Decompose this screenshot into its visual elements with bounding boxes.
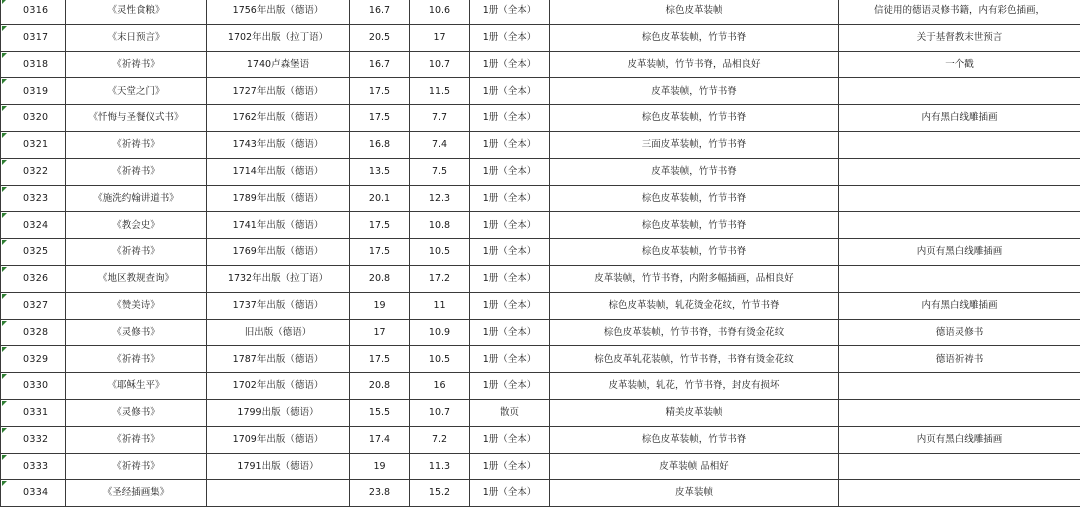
width-cell[interactable]: 10.7 [410, 51, 470, 78]
catalog-number-cell[interactable]: 0330 [1, 373, 66, 400]
note-cell[interactable] [839, 453, 1080, 480]
binding-cell[interactable]: 棕色皮革装帧，竹节书脊 [550, 105, 839, 132]
binding-cell[interactable]: 皮革装帧，竹节书脊 [550, 158, 839, 185]
note-cell[interactable]: 关于基督教末世预言 [839, 24, 1080, 51]
edition-cell[interactable]: 1740卢森堡语 [207, 51, 350, 78]
table-row [1, 453, 1080, 480]
binding-cell[interactable]: 棕色皮革装帧，轧花烫金花纹，竹节书脊 [550, 292, 839, 319]
note-cell[interactable] [839, 399, 1080, 426]
binding-cell[interactable]: 皮革装帧，轧花，竹节书脊，封皮有损坏 [550, 373, 839, 400]
height-cell[interactable]: 20.8 [350, 265, 410, 292]
volumes-cell[interactable]: 1册（全本） [470, 0, 550, 24]
table-row [1, 319, 1080, 346]
catalog-number-cell[interactable]: 0333 [1, 453, 66, 480]
edition-cell[interactable]: 1709年出版（德语） [207, 426, 350, 453]
height-cell[interactable]: 17.5 [350, 239, 410, 266]
binding-cell[interactable]: 棕色皮革轧花装帧，竹节书脊，书脊有烫金花纹 [550, 346, 839, 373]
book-title-cell[interactable]: 《天堂之门》 [66, 78, 207, 105]
catalog-number-cell[interactable]: 0328 [1, 319, 66, 346]
height-cell[interactable]: 17.5 [350, 78, 410, 105]
height-cell[interactable]: 15.5 [350, 399, 410, 426]
book-title-cell[interactable]: 《教会史》 [66, 212, 207, 239]
catalog-number-cell[interactable]: 0327 [1, 292, 66, 319]
binding-cell[interactable]: 棕色皮革装帧，竹节书脊 [550, 185, 839, 212]
width-cell[interactable]: 17.2 [410, 265, 470, 292]
edition-cell[interactable]: 1737年出版（德语） [207, 292, 350, 319]
height-cell[interactable]: 17 [350, 319, 410, 346]
width-cell[interactable]: 17 [410, 24, 470, 51]
book-title-cell[interactable]: 《灵性食粮》 [66, 0, 207, 24]
width-cell[interactable]: 10.5 [410, 239, 470, 266]
volumes-cell[interactable]: 1册（全本） [470, 480, 550, 507]
edition-cell[interactable]: 1727年出版（德语） [207, 78, 350, 105]
table-row [1, 24, 1080, 51]
width-cell[interactable]: 10.9 [410, 319, 470, 346]
edition-cell[interactable]: 1762年出版（德语） [207, 105, 350, 132]
catalog-number-cell[interactable]: 0319 [1, 78, 66, 105]
width-cell[interactable]: 7.5 [410, 158, 470, 185]
note-cell[interactable] [839, 265, 1080, 292]
catalog-number-cell[interactable]: 0323 [1, 185, 66, 212]
binding-cell[interactable]: 皮革装帧，竹节书脊 [550, 78, 839, 105]
table-row [1, 131, 1080, 158]
volumes-cell[interactable]: 1册（全本） [470, 51, 550, 78]
note-cell[interactable] [839, 373, 1080, 400]
height-cell[interactable]: 19 [350, 453, 410, 480]
volumes-cell[interactable]: 1册（全本） [470, 265, 550, 292]
catalog-number-cell[interactable]: 0316 [1, 0, 66, 24]
table-row [1, 51, 1080, 78]
binding-cell[interactable]: 棕色皮革装帧，竹节书脊 [550, 212, 839, 239]
width-cell[interactable]: 11.5 [410, 78, 470, 105]
table-row [1, 346, 1080, 373]
volumes-cell[interactable]: 1册（全本） [470, 131, 550, 158]
book-title-cell[interactable]: 《施洗约翰讲道书》 [66, 185, 207, 212]
edition-cell[interactable] [207, 480, 350, 507]
book-title-cell[interactable]: 《灵修书》 [66, 399, 207, 426]
height-cell[interactable]: 13.5 [350, 158, 410, 185]
width-cell[interactable]: 7.4 [410, 131, 470, 158]
table-row [1, 78, 1080, 105]
width-cell[interactable]: 12.3 [410, 185, 470, 212]
note-cell[interactable] [839, 185, 1080, 212]
edition-cell[interactable]: 1714年出版（德语） [207, 158, 350, 185]
volumes-cell[interactable]: 1册（全本） [470, 78, 550, 105]
note-cell[interactable] [839, 212, 1080, 239]
catalog-number-cell[interactable]: 0329 [1, 346, 66, 373]
height-cell[interactable]: 23.8 [350, 480, 410, 507]
volumes-cell[interactable]: 散页 [470, 399, 550, 426]
book-title-cell[interactable]: 《赞美诗》 [66, 292, 207, 319]
note-cell[interactable]: 德语灵修书 [839, 319, 1080, 346]
table-row [1, 399, 1080, 426]
catalog-number-cell[interactable]: 0325 [1, 239, 66, 266]
edition-cell[interactable]: 1799出版（德语） [207, 399, 350, 426]
table-row [1, 265, 1080, 292]
book-title-cell[interactable]: 《地区教规查询》 [66, 265, 207, 292]
binding-cell[interactable]: 精美皮革装帧 [550, 399, 839, 426]
table-row [1, 158, 1080, 185]
catalog-number-cell[interactable]: 0334 [1, 480, 66, 507]
binding-cell[interactable]: 三面皮革装帧，竹节书脊 [550, 131, 839, 158]
book-title-cell[interactable]: 《末日预言》 [66, 24, 207, 51]
catalog-number-cell[interactable]: 0331 [1, 399, 66, 426]
edition-cell[interactable]: 1787年出版（德语） [207, 346, 350, 373]
book-title-cell[interactable]: 《祈祷书》 [66, 239, 207, 266]
book-title-cell[interactable]: 《祈祷书》 [66, 453, 207, 480]
volumes-cell[interactable]: 1册（全本） [470, 346, 550, 373]
book-title-cell[interactable]: 《祈祷书》 [66, 158, 207, 185]
table-row [1, 480, 1080, 507]
edition-cell[interactable]: 1769年出版（德语） [207, 239, 350, 266]
note-cell[interactable] [839, 158, 1080, 185]
book-title-cell[interactable]: 《圣经插画集》 [66, 480, 207, 507]
binding-cell[interactable]: 皮革装帧，竹节书脊，内附多幅插画，品相良好 [550, 265, 839, 292]
note-cell[interactable]: 一个戳 [839, 51, 1080, 78]
table-row [1, 239, 1080, 266]
book-title-cell[interactable]: 《灵修书》 [66, 319, 207, 346]
edition-cell[interactable]: 1743年出版（德语） [207, 131, 350, 158]
book-title-cell[interactable]: 《祈祷书》 [66, 346, 207, 373]
binding-cell[interactable]: 棕色皮革装帧 [550, 0, 839, 24]
width-cell[interactable]: 10.8 [410, 212, 470, 239]
note-cell[interactable] [839, 78, 1080, 105]
width-cell[interactable]: 10.6 [410, 0, 470, 24]
width-cell[interactable]: 11.3 [410, 453, 470, 480]
binding-cell[interactable]: 皮革装帧，竹节书脊，品相良好 [550, 51, 839, 78]
volumes-cell[interactable]: 1册（全本） [470, 426, 550, 453]
edition-cell[interactable]: 1789年出版（德语） [207, 185, 350, 212]
binding-cell[interactable]: 棕色皮革装帧，竹节书脊，书脊有烫金花纹 [550, 319, 839, 346]
height-cell[interactable]: 20.5 [350, 24, 410, 51]
edition-cell[interactable]: 旧出版（德语） [207, 319, 350, 346]
catalog-number-cell[interactable]: 0317 [1, 24, 66, 51]
edition-cell[interactable]: 1702年出版（德语） [207, 373, 350, 400]
table-row [1, 0, 1080, 24]
catalog-number-cell[interactable]: 0320 [1, 105, 66, 132]
binding-cell[interactable]: 皮革装帧 [550, 480, 839, 507]
table-row [1, 185, 1080, 212]
height-cell[interactable]: 19 [350, 292, 410, 319]
catalog-number-cell[interactable]: 0322 [1, 158, 66, 185]
height-cell[interactable]: 17.4 [350, 426, 410, 453]
note-cell[interactable] [839, 131, 1080, 158]
edition-cell[interactable]: 1791出版（德语） [207, 453, 350, 480]
table-row [1, 292, 1080, 319]
book-title-cell[interactable]: 《耶稣生平》 [66, 373, 207, 400]
width-cell[interactable]: 15.2 [410, 480, 470, 507]
table-row [1, 373, 1080, 400]
note-cell[interactable]: 内有黑白线雕插画 [839, 292, 1080, 319]
note-cell[interactable]: 内页有黑白线雕插画 [839, 426, 1080, 453]
height-cell[interactable]: 17.5 [350, 105, 410, 132]
volumes-cell[interactable]: 1册（全本） [470, 158, 550, 185]
volumes-cell[interactable]: 1册（全本） [470, 24, 550, 51]
height-cell[interactable]: 16.7 [350, 51, 410, 78]
edition-cell[interactable]: 1702年出版（拉丁语） [207, 24, 350, 51]
catalog-number-cell[interactable]: 0326 [1, 265, 66, 292]
note-cell[interactable]: 信徒用的德语灵修书籍，内有彩色插画， [839, 0, 1080, 24]
width-cell[interactable]: 10.5 [410, 346, 470, 373]
height-cell[interactable]: 16.7 [350, 0, 410, 24]
book-title-cell[interactable]: 《忏悔与圣餐仪式书》 [66, 105, 207, 132]
edition-cell[interactable]: 1741年出版（德语） [207, 212, 350, 239]
note-cell[interactable]: 内页有黑白线雕插画 [839, 239, 1080, 266]
height-cell[interactable]: 16.8 [350, 131, 410, 158]
note-cell[interactable]: 内有黑白线雕插画 [839, 105, 1080, 132]
volumes-cell[interactable]: 1册（全本） [470, 319, 550, 346]
note-cell[interactable]: 德语祈祷书 [839, 346, 1080, 373]
edition-cell[interactable]: 1756年出版（德语） [207, 0, 350, 24]
binding-cell[interactable]: 棕色皮革装帧，竹节书脊 [550, 426, 839, 453]
catalog-number-cell[interactable]: 0321 [1, 131, 66, 158]
height-cell[interactable]: 17.5 [350, 346, 410, 373]
volumes-cell[interactable]: 1册（全本） [470, 239, 550, 266]
height-cell[interactable]: 17.5 [350, 212, 410, 239]
note-cell[interactable] [839, 480, 1080, 507]
volumes-cell[interactable]: 1册（全本） [470, 212, 550, 239]
width-cell[interactable]: 7.2 [410, 426, 470, 453]
catalog-number-cell[interactable]: 0332 [1, 426, 66, 453]
width-cell[interactable]: 11 [410, 292, 470, 319]
table-row [1, 212, 1080, 239]
edition-cell[interactable]: 1732年出版（拉丁语） [207, 265, 350, 292]
table-row [1, 426, 1080, 453]
width-cell[interactable]: 7.7 [410, 105, 470, 132]
width-cell[interactable]: 10.7 [410, 399, 470, 426]
volumes-cell[interactable]: 1册（全本） [470, 373, 550, 400]
volumes-cell[interactable]: 1册（全本） [470, 292, 550, 319]
volumes-cell[interactable]: 1册（全本） [470, 453, 550, 480]
catalog-number-cell[interactable]: 0318 [1, 51, 66, 78]
volumes-cell[interactable]: 1册（全本） [470, 105, 550, 132]
binding-cell[interactable]: 棕色皮革装帧，竹节书脊 [550, 239, 839, 266]
width-cell[interactable]: 16 [410, 373, 470, 400]
height-cell[interactable]: 20.8 [350, 373, 410, 400]
volumes-cell[interactable]: 1册（全本） [470, 185, 550, 212]
binding-cell[interactable]: 皮革装帧 品相好 [550, 453, 839, 480]
book-title-cell[interactable]: 《祈祷书》 [66, 131, 207, 158]
height-cell[interactable]: 20.1 [350, 185, 410, 212]
binding-cell[interactable]: 棕色皮革装帧，竹节书脊 [550, 24, 839, 51]
book-title-cell[interactable]: 《祈祷书》 [66, 51, 207, 78]
table-body [1, 0, 1080, 507]
table-row [1, 105, 1080, 132]
book-title-cell[interactable]: 《祈祷书》 [66, 426, 207, 453]
catalog-number-cell[interactable]: 0324 [1, 212, 66, 239]
